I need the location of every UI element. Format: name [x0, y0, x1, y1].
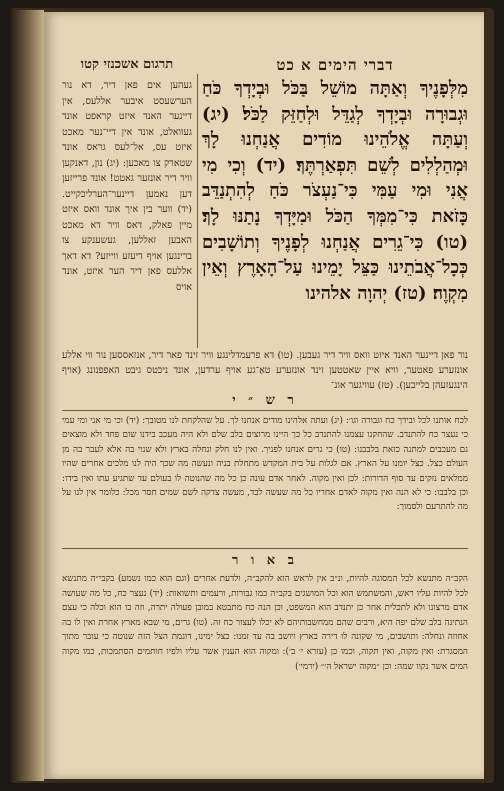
page-edges [10, 10, 44, 781]
targum-continuation-text: נור פאן דיינער האנד איזט וואס וויר דיר געבען. (טו) דא פרעמדלינגע וויר זינד פאר דיר, אנזאססען נור ווי אללע אונזערע פאטער, וויא איין שאטטען זינד אונזערע טאַ־גע אויף ערדען, אונד ניכטס גיבט האפפנונג (אויף הינגעזעהן בלייבען). (טז) עוויגער אונ־ [62, 350, 468, 391]
book-page [44, 12, 484, 779]
running-title-targum: תרגום אשכנזי קטו [80, 57, 174, 72]
biur-commentary: הקב״ה מתנשא לכל המסוגה להיות, ונ״ב אין לראש הוא להקב״ה, ולדעת אחרים (וגם הוא כמו נשמע) בקבי״ה מתנשא לכל להיות עליו ראש, והמשתמש הוא וכל המושגים בקב״ה כמו גבורות, ורעמים ותשואות: (יד) נעצר כח, כל מה שעושה אדם מרצונו ולא לתכלית אחר כן יתנדב הוא המשפט, וכן הנה כח מתבטא במובן פעולה יתרה, וזה בו הוא וכלה כי עצם הנתינה בלב שלם יפה היא, ורבים שהם ממחשבותיהם לא יכלו לעצור כח זה. (טו) גרים, מי שבא מארץ אחרת ואין לו בה אחוזה ונחלה: ותושבים, מי שקונה לו דירה בארץ ויושב בה עד זמנו: כצל ימינו, דוגמת הצל הזה שנוטה כי עובר מתוך המסגרת: ואין מקוה, ואין תקוה, וכמו כן (עזרא י׳ ב׳): ומקוה הוא הענין אשר עליו ולפיו חותמים הסתמכות, כמו מקוה המים אשר נקוו שמה: וכן ״מקוה ישראל ה׳״ (ירמי׳) [62, 574, 468, 672]
biur-divider [62, 548, 468, 549]
column-divider [197, 74, 198, 348]
targum-translation-text: געהען אים פאן דיר, דא נור הערשעסט איבער אללעס, אין דיינער האנד איזט קראפט אונד געוואלט, אונד אין דיי־נער מאכט איזט עס, אל־לעס גראס אונד שטארק צו מאכען: (יג) נון, דאנקען וויר דיר אונזער גאטט! אונד פרייזען דען נאמען דיינער־הערליכקייט. (יד) ווער בין איך אונד וואס איזט מיין פאלק, דאס וויר דא מאכט האבען זאללען, געשענקע צו ברינגען אויף דיעזע ווייזע? דא דאך אללעס פאן דיר הער איזט, אונד אויס [62, 80, 192, 293]
running-title-hebrew: דברי הימים א כט [276, 56, 394, 74]
rashi-divider [62, 410, 468, 411]
rashi-commentary: לכח אותנו לכל ובידך כח וגבורה וגו׳: (יג) ועתה אלהינו מודים אנחנו לך. על שהלקחת לנו מטובך: (יד) וכי מי אני ומי עמי כי נעצר כח להתנדב. שהחקנו עצמנו להתנדב כל כך היינו מרוצים בלב שלם ולא היה מעכב בידנו שום פחד ולא מוצאים גם מעכבים למתנה כזאת בלבבנו: (טו) כי גרים אנחנו לפניך. ואין לנו חלק ונחלה בארץ ולא שנוי בה אלא לעבר בה מן העולם כצל. כצל יומנו על הארץ. אם לגלות על בית המקדש מתחלת בניה ונעשה מה שכך היה לנו מלכים אחרים שהיו ממלאים נזקים עד סוף הדורות: לכן ואין מקוה. לאחר אדם עונה כן כל מה שהנוטה לו בעולם עד שתגיע עתו ואין בידו: וכן בלבבו: כי לא הנה ואין מקוה לאדם אחריו כל מה שעשה לבד, מעשה צדקה לשם שמים חסר מכל: כלומר אין לנו על מה להתרעם ולסמוך: [62, 416, 468, 513]
verse-text-hebrew: מִלְּפָנֶיךָ וְאַתָּה מוֹשֵׁל בַּכֹּל וּבְיָדְךָ כֹּחַ וּגְבוּרָה וּבְיָדְךָ לְגַדֵּל וּלְחַזֵּק לַכֹּל׃ (יג) וְעַתָּה אֱלֹהֵינוּ מוֹדִים אֲנַחְנוּ לָךְ וּמְהַלְלִים לְשֵׁם תִּפְאַרְתֶּךָ׃ (יד) וְכִי מִי אֲנִי וּמִי עַמִּי כִּי־נַעְצֹר כֹּחַ לְהִתְנַדֵּב כָּזֹאת כִּי־מִמְּךָ הַכֹּל וּמִיָּדְךָ נָתַנּוּ לָךְ׃ (טו) כִּי־גֵרִים אֲנַחְנוּ לְפָנֶיךָ וְתוֹשָׁבִים כְּכָל־אֲבֹתֵינוּ כַּצֵּל יָמֵינוּ עַל־הָאָרֶץ וְאֵין מִקְוֶה׃ (טז) יְהוָה אלהינו [202, 78, 468, 304]
biur-heading: ב א ו ר [232, 553, 298, 568]
rashi-heading: ר ש ״ י [232, 393, 298, 408]
